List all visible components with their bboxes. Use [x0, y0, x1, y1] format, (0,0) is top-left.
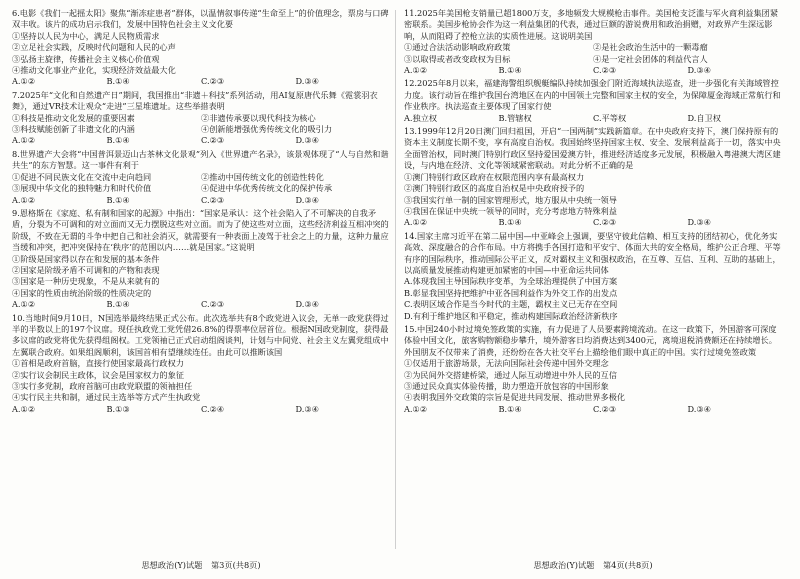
option-row: [404, 54, 782, 65]
choice-a: A.①②: [404, 65, 428, 76]
option-row: [12, 172, 390, 183]
question-6: [12, 8, 390, 88]
option-row: [12, 113, 390, 124]
option: ④是一定社会团体的利益代言人: [593, 53, 708, 64]
choice-b: B.①④: [106, 76, 130, 87]
option: D.有利于维护地区和平稳定，推动构建国际政治经济新秩序: [404, 310, 618, 321]
answer-choices: [12, 404, 390, 415]
option: ②推动中国传统文化的创造性转化: [201, 171, 324, 182]
option: ④表明我国外交政策的宗旨是促进共同发展、推动世界多极化: [404, 392, 626, 403]
page-footer-left: [12, 560, 390, 571]
choice-c: C.②③: [593, 217, 617, 228]
right-column: [404, 8, 782, 417]
option: ③国家是一种历史现象，不是从来就有的: [12, 276, 160, 287]
left-column: [12, 8, 390, 417]
choice-d: D.③④: [687, 403, 712, 414]
option: ③以取得或者改变政权为目标: [404, 53, 511, 64]
choice-b: B.①④: [106, 135, 130, 146]
option: ②立足社会实践，反映时代问题和人民的心声: [12, 42, 176, 53]
option: ①科技是推动文化发展的重要因素: [12, 112, 135, 123]
option: ①阶级是国家得以存在和发展的基本条件: [12, 253, 160, 264]
question-12: [404, 78, 782, 124]
choice-a: A.①②: [12, 299, 36, 310]
option: ③实行多党制，政府首脑可由政党联盟的领袖担任: [12, 381, 193, 391]
option: ③通过民众真实体验传播，助力塑造开放包容的中国形象: [404, 381, 609, 391]
choice-c: C.②③: [201, 299, 225, 310]
question-stem: 8.世界遗产大会将“中国普洱景迈山古茶林文化景观”列入《世界遗产名录》，该景观体现了“人与自然和谐共生”的东方智慧。这一事件有利于: [12, 148, 389, 171]
choice-d: D.③④: [295, 135, 320, 146]
choice-b: B.①④: [498, 217, 522, 228]
choice-a: A.①②: [12, 194, 36, 205]
choice-b: B.①③: [106, 403, 130, 414]
option: ④创新能增强优秀传统文化的吸引力: [201, 124, 333, 135]
option: ①促进不同民族文化在交流中走向趋同: [12, 171, 152, 182]
choice-d: D.③④: [295, 299, 320, 310]
option-row: [404, 42, 782, 53]
footer-subject: 思想政治(Y)试题: [533, 560, 595, 570]
option: ④推动文化事业产业化，实现经济效益最大化: [12, 65, 176, 76]
option: ④我国在保证中央统一领导的同时，充分考虑地方特殊利益: [404, 205, 617, 216]
choice-c: C.②③: [201, 76, 225, 87]
choice-d: D.③④: [295, 403, 320, 414]
question-stem: 6.电影《我们一起摇太阳》聚焦“渐冻症患者”群体，以温情叙事传递“生命至上”的价值理念，票房与口碑双丰收。该片的成功启示我们，发展中国特色社会主义文化要: [12, 8, 389, 30]
choice-a: A.①②: [12, 76, 36, 87]
option: ②国家是阶级矛盾不可调和的产物和表现: [12, 264, 160, 275]
choice-c: C.②④: [201, 403, 225, 414]
question-9: [12, 208, 390, 311]
question-stem: 10.当地时间9月10日，N国选举最终结果正式公布。此次选举共有8个政党进入议会，无单一政党获得过半的半数以上的197个议席。现任执政党工党凭借26.8%的得票率位居首位。根据N国政党制度，获得最多议席的政党将优先获得组阁权。工党领袖已正式启动组阁谈判，计划与中间党、社会主义左翼党组成中左翼联合政府。如果组阁顺利，该国首相有望继续连任。由此可以推断该国: [12, 312, 389, 357]
option: A.体现我国主导国际秩序变革，为全球治理提供了中国方案: [404, 276, 618, 287]
choice-a: A.①②: [12, 403, 36, 414]
choice-c: C.平等权: [593, 112, 627, 123]
question-11: [404, 8, 782, 76]
option: ②是社会政治生活中的一颗毒瘤: [593, 42, 708, 53]
answer-choices: [12, 135, 390, 146]
choice-d: D.③④: [295, 76, 320, 87]
question-stem: 13.1999年12月20日澳门回归祖国，开启“一国两制”实践新篇章。在中央政府支持下，澳门保持原有的资本主义制度长期不变，享有高度自治权。我国始终坚持国家主权、安全、发展利益高于一切，落实中央全面管治权，同时澳门特别行政区坚持爱国爱澳方针，推进经济适度多元发展，积极融入粤港澳大湾区建设，与内地在经济、文化等领域紧密联动。对此分析不正确的是: [404, 126, 781, 171]
answer-choices: [404, 404, 782, 415]
choice-c: C.②③: [201, 194, 225, 205]
choice-a: A.①②: [12, 135, 36, 146]
question-stem: 12.2025年8月以来，福建海警组织舰艇编队持续加强金门附近海域执法巡查，进一步强化有关海域管控力度。该行动旨在维护我国台湾地区在内的中国领土完整和国家主权的安全，为保障厦金海域正常航行和作业秩序。执法巡查主要体现了国家行使: [404, 78, 781, 112]
question-stem: 9.恩格斯在《家庭、私有制和国家的起源》中指出：“国家是承认：这个社会陷入了不可解决的自我矛盾，分裂为不可调和的对立面而又无力摆脱这些对立面。而为了使这些对立面，这些经济利益互相冲突的阶级，不致在无谓的斗争中把自己和社会消灭，就需要有一种表面上凌驾于社会之上的力量，这种力量应当缓和冲突，把冲突保持在‘秩序’的范围以内……就是国家。”这说明: [12, 207, 389, 253]
choice-d: D.③④: [295, 194, 320, 205]
choice-b: B.①④: [106, 194, 130, 205]
answer-choices: [404, 65, 782, 76]
choice-d: D.自卫权: [687, 112, 721, 123]
question-10: [12, 313, 390, 416]
choice-b: B.①④: [106, 299, 130, 310]
choice-d: D.③④: [687, 65, 712, 76]
option: C.表明区域合作是当今时代的主题，霸权主义已无存在空间: [404, 299, 618, 310]
question-stem: 14.国家主席习近平在第二届中国—中亚峰会上强调，要坚守彼此信赖、相互支持的团结初心，优化务实高效、深度融合的合作布局。中方将携手各国打造和平安宁、体面大共的安全格局，维护公正合理、平等有序的国际秩序，推动国际公平正义，反对霸权主义和强权政治，在互尊、互信、互利、互助的基础上，以高质量发展推动构建更加紧密的中国—中亚命运共同体: [404, 230, 781, 275]
choice-c: C.②③: [593, 403, 617, 414]
choice-a: A.独立权: [404, 112, 438, 123]
option-row: [12, 183, 390, 194]
option: ②澳门特别行政区的高度自治权是中央政府授予的: [404, 183, 585, 194]
column-divider: [395, 10, 396, 549]
question-14: [404, 231, 782, 322]
footer-page-number: 第3页(共8页): [210, 560, 261, 570]
footer-subject: 思想政治(Y)试题: [141, 560, 203, 570]
option: ①澳门特别行政区政府在权限范围内享有最高权力: [404, 171, 585, 182]
question-stem: 15.中国240小时过境免签政策的实施，有力促进了人员要素跨境流动。在这一政策下，外国游客可深度体验中国文化，旅客购物额稳步攀升，境外游客日均消费达到3400元，离境退税消费额还在持续增长。外国朋友不仅带来了消费，还纷纷在各大社交平台上描绘他们眼中真正的中国。实行过境免签政策: [404, 323, 777, 357]
footer-page-number: 第4页(共8页): [602, 560, 653, 570]
option: ①仅适用于旅游场景，无法向国际社会传递中国外交理念: [404, 358, 609, 369]
option: ③展现中华文化的独特魅力和时代价值: [12, 183, 152, 194]
option: ③科技赋能创新了非遗文化的内涵: [12, 124, 135, 135]
option: ③我国实行单一制的国家管理形式，地方服从中央统一领导: [404, 194, 617, 205]
page-footer-right: [404, 560, 782, 571]
choice-b: B.①④: [498, 403, 522, 414]
option: ①通过合法活动影响政府政策: [404, 42, 511, 53]
option: ①首相是政府首脑，直接行使国家最高行政权力: [12, 358, 184, 369]
choice-d: D.③④: [687, 217, 712, 228]
choice-c: C.②③: [201, 135, 225, 146]
option: ②非遗传承要以现代科技为核心: [201, 112, 316, 123]
choice-b: B.①④: [498, 65, 522, 76]
option: ①坚持以人民为中心，满足人民物质需求: [12, 30, 160, 41]
option: B.彰显我国坚持把维护中亚各国利益作为外交工作的出发点: [404, 287, 618, 298]
question-7: [12, 90, 390, 147]
answer-choices: [12, 76, 390, 87]
option: ④促进中华优秀传统文化的保护传承: [201, 183, 333, 194]
choice-b: B.管辖权: [498, 112, 532, 123]
question-15: [404, 324, 782, 415]
option: ②为民间外交搭建桥梁，通过人际互动增进中外人民的互信: [404, 369, 617, 380]
answer-choices: [404, 217, 782, 228]
option: ④国家的性质由统治阶级的性质决定的: [12, 287, 152, 298]
choice-a: A.①②: [404, 403, 428, 414]
answer-choices: [12, 299, 390, 310]
option: ③弘扬主旋律，传播社会主义核心价值观: [12, 53, 160, 64]
choice-c: C.②③: [593, 65, 617, 76]
choice-a: A.①②: [404, 217, 428, 228]
answer-choices: [404, 113, 782, 124]
question-stem: 11.2025年美国枪支销量已超1800万支，多地频发大规模枪击事件。美国枪支泛滥与军火商利益集团紧密联系。美国步枪协会作为这一利益集团的代表，通过巨额的游说费用和政治捐赠，对政界产生深远影响，从而阻碍了控枪立法的实质性进展。这说明美国: [404, 8, 779, 41]
question-13: [404, 126, 782, 229]
option: ④实行民主共和制，通过民主选举等方式产生执政党: [12, 392, 201, 403]
answer-choices: [12, 195, 390, 206]
option: ②实行议会制民主政体，议会是国家权力的象征: [12, 369, 184, 380]
question-8: [12, 149, 390, 206]
question-stem: 7.2025年“文化和自然遗产日”期间，我国推出“非遗＋科技”系列活动，用AI复原唐代乐舞《霓裳羽衣舞》，通过VR技术让观众“走进”三星堆遗址。这些举措表明: [12, 89, 378, 112]
option-row: [12, 124, 390, 135]
